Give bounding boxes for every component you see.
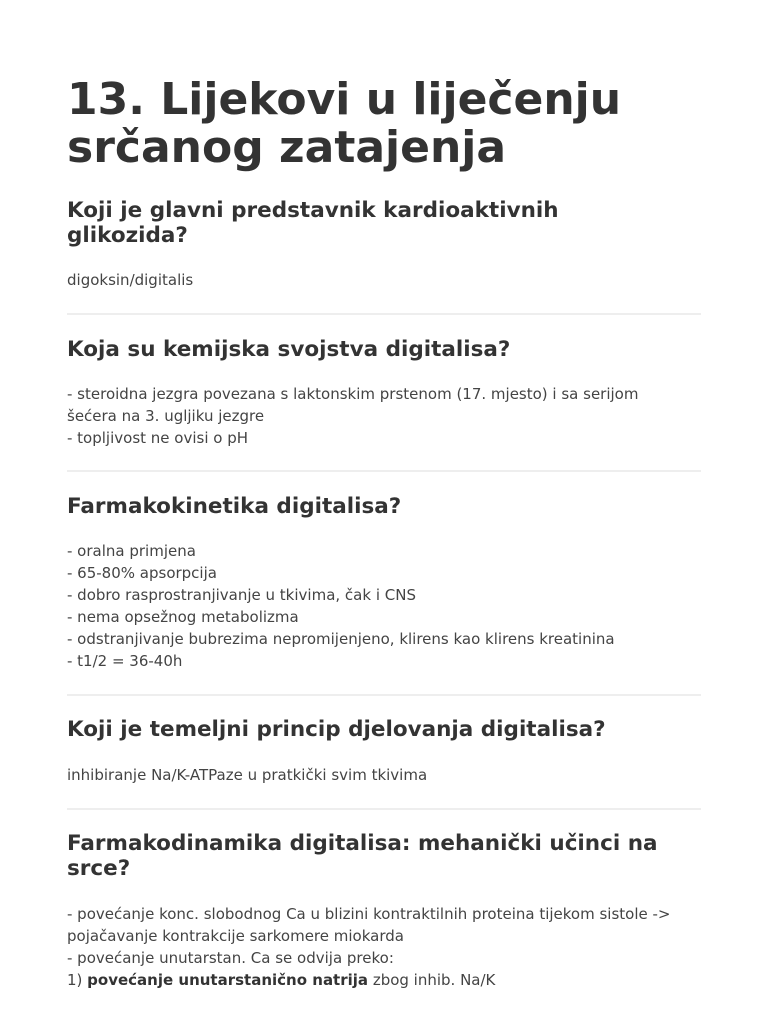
answer-line: - odstranjivanje bubrezima nepromijenjeno, klirens kao klirens kreatinina <box>67 630 615 648</box>
answer-line: - steroidna jezgra povezana s laktonskim prstenom (17. mjesto) i sa serijom <box>67 385 639 403</box>
answer-line: - topljivost ne ovisi o pH <box>67 429 249 447</box>
answer-line: šećera na 3. ugljiku jezgre <box>67 407 265 425</box>
answer-line: - t1/2 = 36-40h <box>67 652 183 670</box>
answer-line <box>67 969 670 991</box>
card-divider <box>67 808 701 810</box>
question-heading: Farmakokinetika digitalisa? <box>67 494 402 519</box>
page-title: 13. Lijekovi u liječenju srčanog zatajenja <box>67 74 622 173</box>
answer-line: - oralna primjena <box>67 542 196 560</box>
answer-line: - dobro rasprostranjivanje u tkivima, čak i CNS <box>67 586 416 604</box>
answer-line: - povećanje unutarstan. Ca se odvija preko: <box>67 949 394 967</box>
answer-text <box>67 540 615 672</box>
bold-term: povećanje unutarstanično natrija <box>87 971 369 989</box>
answer-text <box>67 269 193 291</box>
line-suffix: zbog inhib. Na/K <box>368 971 496 989</box>
question-heading: Koji je glavni predstavnik kardioaktivnih glikozida? <box>67 198 559 248</box>
question-heading: Farmakodinamika digitalisa: mehanički učinci na srce? <box>67 831 658 881</box>
question-heading: Koji je temeljni princip djelovanja digitalisa? <box>67 717 606 742</box>
answer-text <box>67 764 427 786</box>
list-number: 1) <box>67 971 88 989</box>
question-heading: Koja su kemijska svojstva digitalisa? <box>67 337 511 362</box>
answer-line: inhibiranje Na/K-ATPaze u pratkički svim tkivima <box>67 766 428 784</box>
answer-line: - povećanje konc. slobodnog Ca u blizini kontraktilnih proteina tijekom sistole -> <box>67 905 671 923</box>
answer-line: - 65-80% apsorpcija <box>67 564 217 582</box>
card-divider <box>67 470 701 472</box>
answer-text <box>67 383 638 449</box>
answer-line: - nema opsežnog metabolizma <box>67 608 299 626</box>
card-divider <box>67 313 701 315</box>
answer-line: digoksin/digitalis <box>67 271 194 289</box>
answer-line: pojačavanje kontrakcije sarkomere miokarda <box>67 927 404 945</box>
card-divider <box>67 694 701 696</box>
answer-text <box>67 903 670 991</box>
